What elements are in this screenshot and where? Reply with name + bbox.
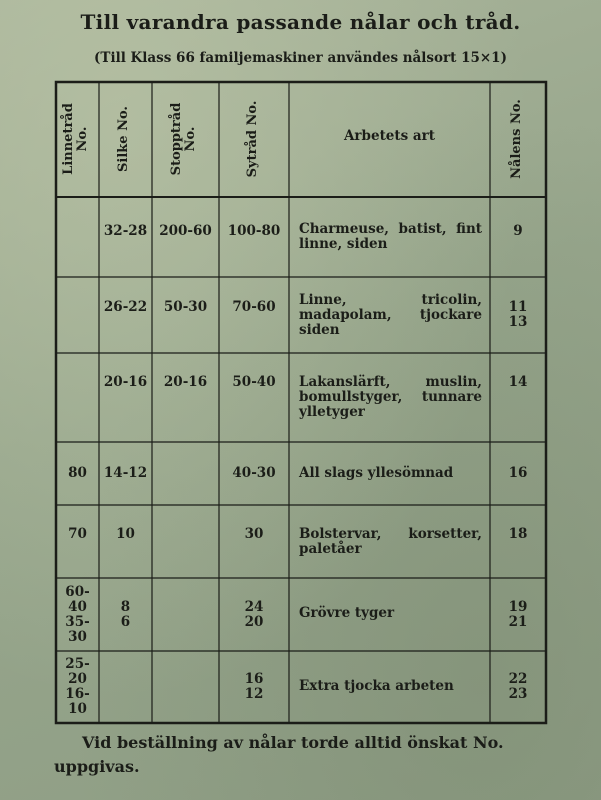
cell-silke: 10: [116, 525, 135, 542]
cell-linnetrad: 80: [68, 465, 87, 481]
cell-silke: 14-12: [103, 465, 148, 481]
cell-sytrad: 16 12: [244, 671, 264, 702]
cell-arbetets-art-text: Charmeuse, batist, fint linne, siden: [299, 221, 482, 252]
footer-note: Vid beställning av nålar torde alltid önskat No. uppgivas.: [54, 733, 504, 776]
cell-stopptrad: [152, 442, 219, 505]
cell-silke: 32-28: [103, 222, 148, 239]
cell-arbetets-art-text: Grövre tyger: [299, 604, 395, 621]
cell-nalens: 9: [513, 222, 523, 239]
cell-arbetets-art: [289, 277, 490, 353]
header-sytrad: Sytråd No.: [245, 100, 260, 178]
header-arbetets-art: Arbetets art: [343, 128, 436, 144]
page-title: Till varandra passande nålar och tråd.: [80, 10, 521, 34]
cell-nalens: 19 21: [508, 598, 528, 630]
cell-linnetrad: [56, 353, 99, 442]
cell-silke: 8 6: [120, 598, 131, 630]
cell-linnetrad: [56, 277, 99, 353]
cell-stopptrad: 200-60: [159, 222, 212, 239]
cell-sytrad: 70-60: [232, 298, 276, 315]
cell-stopptrad: [152, 578, 219, 651]
cell-silke: 20-16: [103, 373, 148, 390]
cell-arbetets-art: [289, 651, 490, 721]
cell-stopptrad: [152, 505, 219, 563]
page-subtitle: (Till Klass 66 familjemaskiner användes nålsort 15×1): [94, 50, 507, 66]
header-silke: Silke No.: [116, 106, 131, 172]
cell-linnetrad: [56, 197, 99, 277]
cell-arbetets-art-text: Linne, tricolin, madapolam, tjockare siden: [299, 291, 482, 338]
cell-sytrad: 30: [244, 525, 264, 542]
cell-nalens: 18: [508, 525, 528, 542]
cell-arbetets-art: [289, 578, 490, 648]
cell-linnetrad: 70: [68, 525, 87, 542]
cell-silke: [99, 651, 152, 723]
cell-arbetets-art: [289, 197, 490, 277]
cell-sytrad: 50-40: [232, 373, 276, 390]
cell-nalens: 16: [508, 465, 528, 481]
header-stopptrad: Stopptråd No.: [169, 102, 198, 176]
cell-linnetrad: 60-40 35-30: [65, 583, 90, 645]
cell-arbetets-art: [289, 353, 490, 442]
cell-arbetets-art-text: All slags yllesömnad: [299, 465, 454, 481]
cell-stopptrad: 50-30: [163, 298, 208, 315]
cell-arbetets-art: [289, 442, 490, 505]
cell-nalens: 22 23: [508, 671, 528, 702]
cell-sytrad: 100-80: [227, 222, 281, 239]
cell-arbetets-art-text: Extra tjocka arbeten: [299, 677, 454, 694]
cell-sytrad: 40-30: [232, 465, 276, 481]
cell-arbetets-art: [289, 505, 490, 578]
header-linnetrad: Linnetråd No.: [61, 103, 90, 175]
cell-stopptrad: [152, 651, 219, 723]
cell-arbetets-art-text: Bolstervar, korsetter, paletåer: [299, 525, 482, 557]
cell-stopptrad: 20-16: [163, 373, 208, 390]
header-nalens: Nålens No.: [509, 99, 524, 179]
cell-sytrad: 24 20: [244, 598, 264, 630]
cell-linnetrad: 25-20 16-10: [65, 656, 90, 717]
cell-arbetets-art-text: Lakanslärft, muslin, bomullstyger, tunnare ylletyger: [299, 374, 482, 420]
cell-nalens: 14: [508, 373, 528, 390]
cell-silke: 26-22: [103, 298, 148, 315]
cell-nalens: 11 13: [508, 299, 528, 330]
